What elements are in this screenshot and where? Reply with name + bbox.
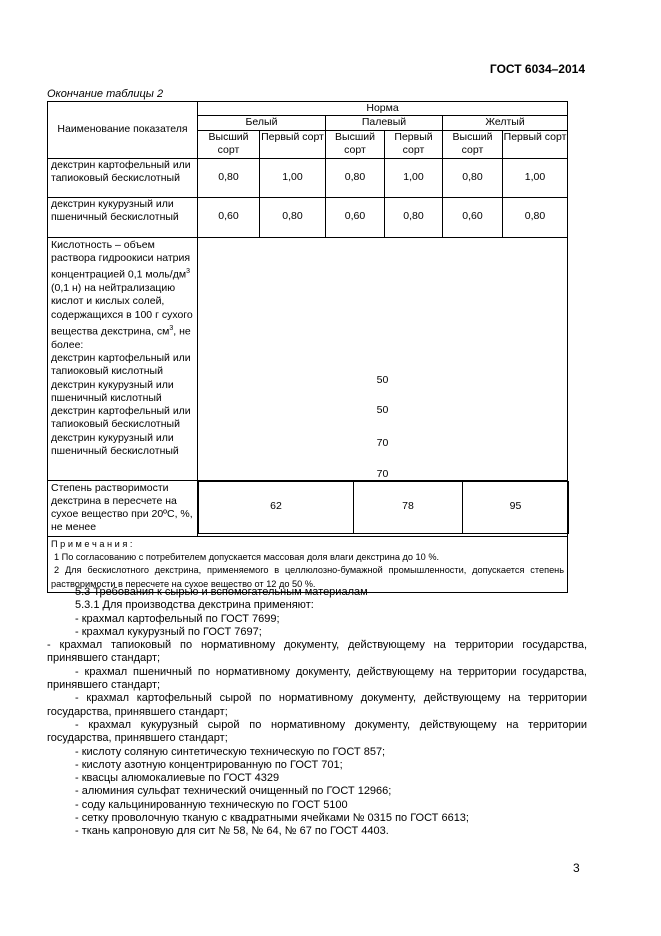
cell-value: 1,00 <box>385 158 443 197</box>
list-item: - квасцы алюмокалиевые по ГОСТ 4329 <box>75 772 280 785</box>
specification-table <box>47 101 568 593</box>
cell-value: 78 <box>354 481 463 533</box>
superscript: 3 <box>169 324 174 332</box>
cell-value: 62 <box>199 481 354 533</box>
header-group-white: Белый <box>198 116 326 130</box>
cell-value: 1,00 <box>503 158 568 197</box>
acidity-label-end: , не более: <box>51 325 191 351</box>
list-item: - ткань капроновую для сит № 58, № 64, № 67 по ГОСТ 4403. <box>75 825 389 838</box>
acidity-label-text: Кислотность – объем раствора гидроокиси натрия концентрацией 0,1 моль/дм <box>51 238 191 281</box>
acidity-label-mid: (0,1 н) на нейтрализацию кислот и кислых солей, содержащихся в 100 г сухого вещества декстрина, см <box>51 281 193 338</box>
solubility-label: Степень растворимости декстрина в пересчете на сухое вещество при 20ºС, %, не менее <box>48 480 198 536</box>
table-row <box>48 158 568 197</box>
header-norma: Норма <box>198 102 568 116</box>
body-text <box>47 586 587 839</box>
cell-value: 0,60 <box>443 197 503 237</box>
acidity-sub-label: декстрин кукурузный или пшеничный бескислотный <box>51 431 179 458</box>
header-indicator-name: Наименование показателя <box>48 102 198 159</box>
cell-value: 0,80 <box>198 158 260 197</box>
solubility-values-cell <box>198 480 568 536</box>
row-label: декстрин кукурузный или пшеничный бескислотный <box>48 197 198 237</box>
notes-row <box>48 536 568 592</box>
cell-value: 0,80 <box>503 197 568 237</box>
list-item: - крахмал пшеничный по нормативному документу, действующему на территории государства, принявшего стандарт; <box>47 665 587 692</box>
list-item-text: - крахмал тапиоковый по нормативному документу, действующему на территории государства, принявшего стандарт; <box>47 639 587 665</box>
cell-value: 95 <box>463 481 569 533</box>
header-group-yellow: Желтый <box>443 116 568 130</box>
header-grade: Первый сорт <box>385 130 443 158</box>
list-item: - кислоту азотную концентрированную по ГОСТ 701; <box>75 758 343 771</box>
note-item: 2 Для бескислотного декстрина, применяемого в целлюлозно-бумажной промышленности, допускается степень растворимости в пересчете на сухое вещество от 12 до 50 %. <box>51 565 565 589</box>
list-item: - крахмал кукурузный по ГОСТ 7697; <box>75 625 262 638</box>
header-grade: Первый сорт <box>503 130 568 158</box>
header-grade: Высший сорт <box>198 130 260 158</box>
list-item <box>47 639 587 666</box>
cell-value: 70 <box>376 436 389 449</box>
cell-value: 0,60 <box>326 197 385 237</box>
header-grade: Высший сорт <box>443 130 503 158</box>
table-row <box>48 237 568 480</box>
subsection-heading: 5.3.1 Для производства декстрина применяют: <box>75 599 314 612</box>
list-item: - крахмал картофельный по ГОСТ 7699; <box>75 612 280 625</box>
header-grade: Высший сорт <box>326 130 385 158</box>
list-item: - сетку проволочную тканую с квадратными ячейками № 0315 по ГОСТ 6613; <box>75 812 469 825</box>
table-row <box>48 480 568 536</box>
cell-value: 0,80 <box>385 197 443 237</box>
acidity-values-cell <box>198 237 568 480</box>
header-group-pale: Палевый <box>326 116 443 130</box>
acidity-sub-label: декстрин картофельный или тапиоковый кислотный <box>51 351 191 378</box>
list-item: - кислоту соляную синтетическую техническую по ГОСТ 857; <box>75 745 386 758</box>
notes-cell <box>48 536 568 592</box>
cell-value: 1,00 <box>260 158 326 197</box>
cell-value: 50 <box>376 373 389 386</box>
document-code: ГОСТ 6034–2014 <box>489 62 585 76</box>
list-item: - крахмал картофельный сырой по нормативному документу, действующему на территории государства, принявшего стандарт; <box>47 692 587 718</box>
acidity-label <box>48 237 198 480</box>
page-number: 3 <box>573 861 580 875</box>
cell-value: 0,80 <box>326 158 385 197</box>
list-item: - крахмал кукурузный сырой по нормативному документу, действующему на территории государства, принявшего стандарт; <box>47 718 587 745</box>
cell-value: 0,80 <box>260 197 326 237</box>
row-label: декстрин картофельный или тапиоковый бескислотный <box>48 158 198 197</box>
notes-title: П р и м е ч а н и я : <box>51 538 133 549</box>
list-item: - алюминия сульфат технический очищенный по ГОСТ 12966; <box>75 785 392 798</box>
cell-value: 70 <box>376 467 389 480</box>
superscript: 3 <box>186 268 190 276</box>
header-grade: Первый сорт <box>260 130 326 158</box>
list-item: - соду кальцинированную техническую по ГОСТ 5100 <box>75 798 348 811</box>
table-caption: Окончание таблицы 2 <box>47 88 164 100</box>
section-heading: 5.3 Требования к сырью и вспомогательным материалам <box>75 586 368 598</box>
cell-value: 0,80 <box>443 158 503 197</box>
cell-value: 0,60 <box>198 197 260 237</box>
note-item: 1 По согласованию с потребителем допускается массовая доля влаги декстрина до 10 %. <box>54 552 440 563</box>
table-row <box>48 197 568 237</box>
cell-value: 50 <box>376 403 389 416</box>
acidity-sub-label: декстрин кукурузный или пшеничный кислотный <box>51 378 174 404</box>
acidity-sub-label: декстрин картофельный или тапиоковый бескислотный <box>51 405 191 431</box>
